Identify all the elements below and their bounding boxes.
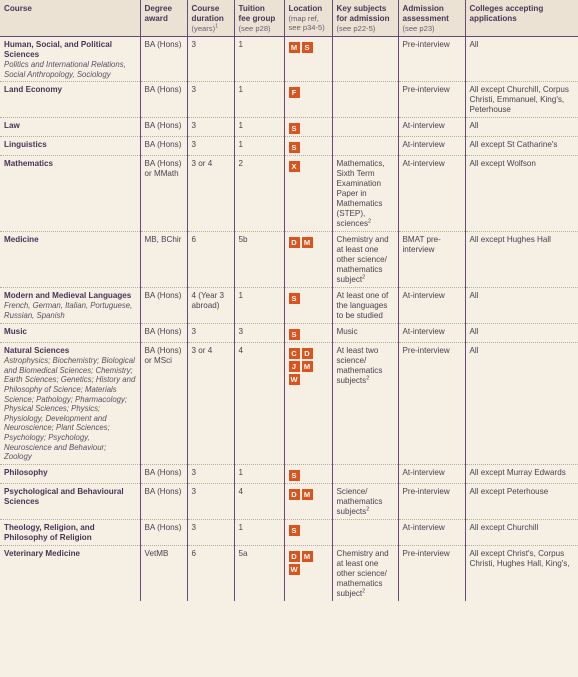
location-badges [289, 87, 323, 98]
course-name: Law [4, 121, 20, 131]
subjects-cell [332, 137, 398, 156]
subjects-cell [332, 464, 398, 483]
table-row [0, 288, 578, 324]
location-badges [289, 348, 323, 385]
header-subjects: Key subjects for admission (see p22-5) [332, 0, 398, 37]
course-cell [0, 343, 140, 465]
fee-cell: 1 [234, 37, 284, 82]
admission-cell: At-interview [398, 519, 465, 545]
header-row [0, 0, 578, 37]
colleges-cell: All [465, 324, 578, 343]
subjects-cell [332, 519, 398, 545]
footnote-mark: 2 [362, 588, 366, 595]
table-row [0, 82, 578, 118]
duration-cell: 3 or 4 [187, 343, 234, 465]
course-name: Veterinary Medicine [4, 548, 81, 558]
degree-cell: VetMB [140, 545, 187, 601]
course-name: Music [4, 327, 27, 337]
course-cell [0, 288, 140, 324]
subjects-cell [332, 82, 398, 118]
colleges-cell: All except Christ's, Corpus Christi, Hughes Hall, King's, [465, 545, 578, 601]
colleges-cell: All [465, 343, 578, 465]
duration-cell: 3 [187, 118, 234, 137]
location-badge: M [289, 42, 300, 53]
colleges-cell: All except Murray Edwards [465, 464, 578, 483]
degree-cell: BA (Hons) [140, 82, 187, 118]
subjects-cell [332, 37, 398, 82]
fee-cell: 5b [234, 232, 284, 288]
location-cell [284, 519, 332, 545]
subjects-text: Chemistry and at least one other science/ mathematics subject [336, 235, 389, 285]
header-location: Location (map ref, see p34-5) [284, 0, 332, 37]
footnote-mark: 2 [368, 218, 372, 225]
colleges-cell: All [465, 288, 578, 324]
admission-cell: At-interview [398, 464, 465, 483]
colleges-cell: All except Hughes Hall [465, 232, 578, 288]
course-name: Medicine [4, 235, 39, 245]
location-badges [289, 123, 323, 134]
location-badge: D [289, 237, 300, 248]
fee-cell: 2 [234, 156, 284, 232]
course-cell [0, 118, 140, 137]
subjects-cell [332, 288, 398, 324]
location-cell [284, 232, 332, 288]
fee-cell: 1 [234, 82, 284, 118]
subjects-text: Mathematics, Sixth Term Examination Paper in Mathematics (STEP), sciences [336, 159, 385, 229]
subjects-text: Chemistry and at least one other science/ mathematics subject [336, 548, 389, 598]
degree-cell: BA (Hons) [140, 519, 187, 545]
table-row [0, 519, 578, 545]
table-row [0, 232, 578, 288]
fee-cell: 3 [234, 324, 284, 343]
admission-cell: Pre-interview [398, 545, 465, 601]
location-badge: M [302, 551, 313, 562]
duration-cell: 4 (Year 3 abroad) [187, 288, 234, 324]
degree-cell: BA (Hons) or MSci [140, 343, 187, 465]
admission-cell: Pre-interview [398, 483, 465, 519]
table-row [0, 343, 578, 465]
location-badge: X [289, 161, 300, 172]
subjects-text: Music [336, 327, 358, 337]
location-badge: F [289, 87, 300, 98]
admission-cell: At-interview [398, 288, 465, 324]
course-description: French, German, Italian, Portuguese, Russian, Spanish [4, 301, 133, 320]
duration-cell: 3 [187, 82, 234, 118]
location-badges [289, 142, 323, 153]
fee-cell: 1 [234, 464, 284, 483]
location-badge: D [289, 551, 300, 562]
admission-cell: At-interview [398, 324, 465, 343]
duration-cell: 3 [187, 324, 234, 343]
location-badge: M [302, 361, 313, 372]
location-badges [289, 42, 323, 53]
location-badge: D [302, 348, 313, 359]
degree-cell: BA (Hons) [140, 118, 187, 137]
degree-cell: BA (Hons) [140, 324, 187, 343]
degree-cell: BA (Hons) [140, 464, 187, 483]
header-duration: Course duration (years)$^1$ [187, 0, 234, 37]
location-badge: S [289, 123, 300, 134]
course-name: Land Economy [4, 85, 63, 95]
duration-cell: 3 [187, 37, 234, 82]
course-name: Psychological and Behavioural Sciences [4, 486, 124, 506]
course-name: Mathematics [4, 159, 54, 169]
location-cell [284, 483, 332, 519]
table-row [0, 324, 578, 343]
location-badges [289, 237, 323, 248]
header-course: Course [0, 0, 140, 37]
location-badge: D [289, 489, 300, 500]
course-name: Natural Sciences [4, 346, 70, 356]
subjects-cell [332, 156, 398, 232]
table-row [0, 37, 578, 82]
location-cell [284, 118, 332, 137]
colleges-cell: All except Wolfson [465, 156, 578, 232]
table-row [0, 118, 578, 137]
location-badge: J [289, 361, 300, 372]
degree-cell: BA (Hons) or MMath [140, 156, 187, 232]
location-badges [289, 489, 323, 500]
course-name: Modern and Medieval Languages [4, 291, 132, 301]
table-body [0, 37, 578, 601]
fee-cell: 4 [234, 343, 284, 465]
table-row [0, 156, 578, 232]
location-badge: S [289, 142, 300, 153]
location-badge: S [289, 329, 300, 340]
degree-cell: BA (Hons) [140, 483, 187, 519]
colleges-cell: All [465, 118, 578, 137]
location-badge: M [302, 237, 313, 248]
location-badges [289, 161, 323, 172]
course-cell [0, 137, 140, 156]
admission-cell: At-interview [398, 118, 465, 137]
header-fee: Tuition fee group (see p28) [234, 0, 284, 37]
duration-cell: 6 [187, 545, 234, 601]
table-row [0, 137, 578, 156]
location-badge: W [290, 375, 298, 385]
duration-cell: 3 [187, 483, 234, 519]
colleges-cell: All [465, 37, 578, 82]
location-cell [284, 37, 332, 82]
location-badges [289, 551, 323, 575]
course-name: Philosophy [4, 467, 48, 477]
duration-cell: 3 [187, 464, 234, 483]
fee-cell: 1 [234, 137, 284, 156]
location-badge: S [302, 42, 313, 53]
colleges-cell: All except Churchill [465, 519, 578, 545]
location-badges [289, 329, 323, 340]
location-badge: C [289, 348, 300, 359]
subjects-text: At least one of the languages to be studied [336, 291, 389, 321]
subjects-cell [332, 483, 398, 519]
course-name: Human, Social, and Political Sciences [4, 40, 112, 59]
colleges-cell: All except Churchill, Corpus Christi, Emmanuel, King's, Peterhouse [465, 82, 578, 118]
fee-cell: 1 [234, 288, 284, 324]
subjects-cell [332, 324, 398, 343]
course-description: Politics and International Relations, Social Anthropology, Sociology [4, 60, 126, 79]
location-badge: W [290, 564, 298, 574]
subjects-cell [332, 343, 398, 465]
subjects-cell [332, 232, 398, 288]
header-admission: Admission assessment (see p23) [398, 0, 465, 37]
course-cell [0, 232, 140, 288]
admission-cell: Pre-interview [398, 82, 465, 118]
duration-cell: 3 [187, 137, 234, 156]
course-cell [0, 324, 140, 343]
subjects-text: At least two science/ mathematics subjects [336, 346, 383, 386]
location-cell [284, 82, 332, 118]
admission-cell: At-interview [398, 156, 465, 232]
admission-cell: Pre-interview [398, 343, 465, 465]
course-cell [0, 519, 140, 545]
location-cell [284, 137, 332, 156]
location-badge: S [289, 470, 300, 481]
location-badge: S [289, 293, 300, 304]
duration-cell: 3 [187, 519, 234, 545]
footnote-mark: 2 [366, 375, 370, 382]
course-cell [0, 483, 140, 519]
location-badges [289, 525, 323, 536]
admission-cell: At-interview [398, 137, 465, 156]
degree-cell: BA (Hons) [140, 37, 187, 82]
location-cell [284, 288, 332, 324]
footnote-mark: 2 [362, 274, 366, 281]
admission-cell: BMAT pre-interview [398, 232, 465, 288]
colleges-cell: All except Peterhouse [465, 483, 578, 519]
table-row [0, 464, 578, 483]
duration-cell: 3 or 4 [187, 156, 234, 232]
subjects-text: Science/ mathematics subjects [336, 486, 383, 516]
subjects-cell [332, 545, 398, 601]
admission-cell: Pre-interview [398, 37, 465, 82]
duration-cell: 6 [187, 232, 234, 288]
course-cell [0, 156, 140, 232]
table-row [0, 483, 578, 519]
location-cell [284, 324, 332, 343]
degree-cell: BA (Hons) [140, 288, 187, 324]
location-cell [284, 156, 332, 232]
course-cell [0, 82, 140, 118]
header-colleges: Colleges accepting applications [465, 0, 578, 37]
location-badge: S [289, 525, 300, 536]
course-cell [0, 37, 140, 82]
fee-cell: 5a [234, 545, 284, 601]
header-degree: Degree award [140, 0, 187, 37]
table-row [0, 545, 578, 601]
location-badges [289, 293, 323, 304]
course-description: Astrophysics; Biochemistry; Biological and Biomedical Sciences; Chemistry; Earth Sciences; Genetics; History and Philosophy of Science; Materials Science; Pathology; Pharmacology; Physical Sciences; Physics; Physiology, Development and Neuroscience; Plant Sciences; Psychology; Psychology, Neuroscience and Behaviour; Zoology [4, 356, 136, 462]
location-cell [284, 464, 332, 483]
subjects-cell [332, 118, 398, 137]
location-cell [284, 545, 332, 601]
fee-cell: 1 [234, 519, 284, 545]
course-cell [0, 545, 140, 601]
course-name: Linguistics [4, 140, 47, 150]
location-badge: M [302, 489, 313, 500]
fee-cell: 4 [234, 483, 284, 519]
footnote-mark: 2 [366, 506, 370, 513]
fee-cell: 1 [234, 118, 284, 137]
course-name: Theology, Religion, and Philosophy of Religion [4, 522, 95, 542]
location-badges [289, 470, 323, 481]
degree-cell: MB, BChir [140, 232, 187, 288]
location-cell [284, 343, 332, 465]
colleges-cell: All except St Catharine's [465, 137, 578, 156]
degree-cell: BA (Hons) [140, 137, 187, 156]
course-cell [0, 464, 140, 483]
